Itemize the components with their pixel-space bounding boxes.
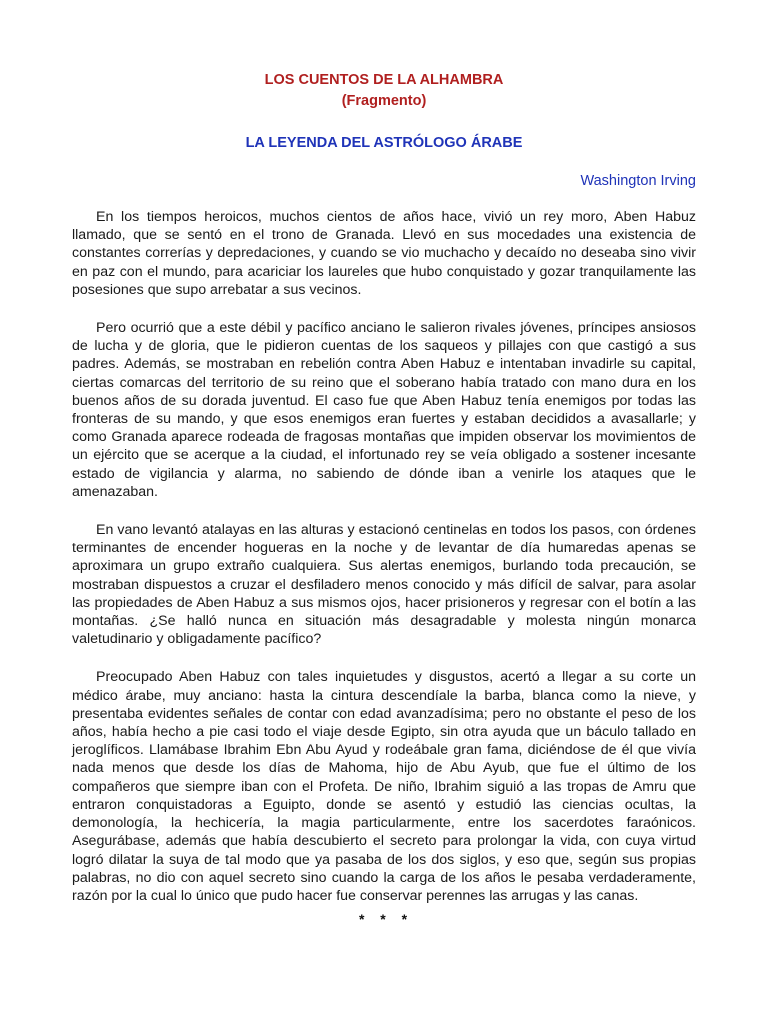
paragraph: Preocupado Aben Habuz con tales inquietudes y disgustos, acertó a llegar a su corte un médico árabe, muy anciano: hasta la cintura descendíale la barba, blanca como la nieve, y presentaba evidentes señales de contar con edad avanzadísima; pero no obstante el peso de los años, había hecho a pie casi todo el viaje desde Egipto, sin otra ayuda que un báculo tallado en jeroglíficos. Llamábase Ibrahim Ebn Abu Ayud y rodeábale gran fama, diciéndose de él que vivía nada menos que desde los días de Mahoma, hijo de Abu Ayub, que fue el último de los compañeros que siempre iban con el Profeta. De niño, Ibrahim siguió a las tropas de Amru que entraron conquistadoras a Eguipto, donde se asentó y estudió las ciencias ocultas, la demonología, la hechicería, la magia particularmente, entre los sacerdotes faraónicos. Asegurábase, además que había descubierto el secreto para prolongar la vida, con cuya virtud logró dilatar la suya de tal modo que ya pasaba de los dos siglos, y eso que, según sus propias palabras, no dio con aquel secreto sino cuando la carga de los años le pesaba verdaderamente, razón por la cual lo único que pudo hacer fue conservar perennes las arrugas y las canas. [72, 669, 696, 904]
document-body [72, 208, 696, 927]
legend-title: LA LEYENDA DEL ASTRÓLOGO ÁRABE [245, 135, 523, 151]
document-subtitle: (Fragmento) [341, 93, 427, 109]
author-name: Washington Irving [580, 173, 696, 189]
paragraph: En vano levantó atalayas en las alturas y estacionó centinelas en todos los pasos, con órdenes terminantes de encender hogueras en la noche y de levantar de día humaredas apenas se aproximara un grupo extraño cualquiera. Sus alertas enemigos, burlando toda precaución, se mostraban dispuestos a cruzar el desfiladero menos conocido y más difícil de salvar, para asolar las propiedades de Aben Habuz a sus mismos ojos, hacer prisioneros y regresar con el botín a las montañas. ¿Se halló nunca en situación más desagradable y molesta ningún monarca valetudinario y obligadamente pacífico? [72, 522, 696, 648]
document-title: LOS CUENTOS DE LA ALHAMBRA [264, 72, 504, 88]
section-separator: * * * [358, 911, 414, 928]
paragraph: En los tiempos heroicos, muchos cientos de años hace, vivió un rey moro, Aben Habuz llamado, que se sentó en el trono de Granada. Llevó en sus mocedades una existencia de constantes correrías y depredaciones, y cuando se vio muchacho y decaído no deseaba sino vivir en paz con el mundo, para acariciar los laureles que hubo conquistado y gozar tranquilamente las posesiones que supo arrebatar a sus vecinos. [72, 209, 696, 298]
paragraph: Pero ocurrió que a este débil y pacífico anciano le salieron rivales jóvenes, príncipes ansiosos de lucha y de gloria, que le pidieron cuentas de los saqueos y pillajes con que castigó a sus padres. Además, se mostraban en rebelión contra Aben Habuz e intentaban invadirle su capital, ciertas comarcas del territorio de su reino que el soberano había tratado con mano dura en los buenos años de su dorada juventud. El caso fue que Aben Habuz tenía enemigos por todas las fronteras de su mando, y que esos enemigos eran fuertes y estaban decididos a avasallarle; y como Granada aparece rodeada de fragosas montañas que impiden observar los movimientos de un ejército que se acerque a la ciudad, el infortunado rey se veía obligado a sostener incesante estado de vigilancia y alarma, no sabiendo de dónde iban a venirle los ataques que le amenazaban. [72, 320, 696, 500]
